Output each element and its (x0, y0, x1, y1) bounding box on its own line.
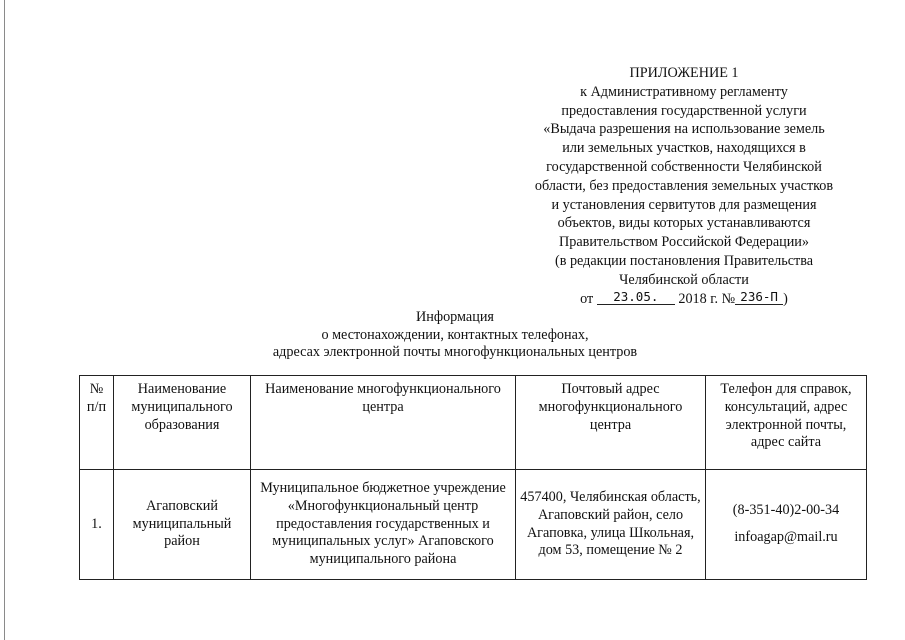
appendix-line: «Выдача разрешения на использование земель (543, 121, 825, 138)
appendix-line: или земельных участков, находящихся в (562, 140, 806, 157)
appendix-line: Челябинской области (619, 271, 749, 288)
appendix-line: предоставления государственной услуги (561, 102, 807, 119)
resolution-date: 23.05. (597, 290, 675, 305)
mfc-table (79, 375, 867, 580)
info-heading (245, 309, 665, 362)
info-title: Информация (416, 309, 494, 325)
cell-address: 457400, Челябинская область, Агаповский район, село Агаповка, улица Школьная, дом 53, помещение № 2 (516, 470, 706, 580)
appendix-title: ПРИЛОЖЕНИЕ 1 (629, 65, 739, 81)
cell-phone: (8-351-40)2-00-34 (732, 502, 840, 519)
appendix-line: объектов, виды которых устанавливаются (557, 215, 811, 232)
cell-number: 1. (80, 470, 114, 580)
appendix-line: области, без предоставления земельных участков (534, 177, 834, 194)
resolution-number: 236-П (735, 290, 783, 305)
cell-contacts (706, 470, 867, 580)
cell-municipality: Агаповский муниципальный район (114, 470, 251, 580)
header-number: № п/п (80, 376, 114, 470)
cell-email: infoagap@mail.ru (734, 529, 838, 545)
info-subtitle-line: адресах электронной почты многофункциональных центров (272, 344, 638, 361)
appendix-line: к Административному регламенту (580, 83, 788, 100)
header-address: Почтовый адрес многофункционального центра (516, 376, 706, 470)
appendix-line: и установления сервитутов для размещения (551, 196, 817, 213)
year-text: 2018 г. № (678, 290, 736, 307)
resolution-date-line (505, 290, 863, 309)
table-row (80, 470, 867, 580)
info-subtitle-line: о местонахождении, контактных телефонах, (321, 326, 589, 343)
header-municipality: Наименование муниципального образования (114, 376, 251, 470)
header-center-name: Наименование многофункционального центра (251, 376, 516, 470)
table-header-row (80, 376, 867, 470)
cell-center-name: Муниципальное бюджетное учреждение «Многофункциональный центр предоставления государственных и муниципальных услуг» Агаповского муниципального района (251, 470, 516, 580)
header-contacts: Телефон для справок, консультаций, адрес электронной почты, адрес сайта (706, 376, 867, 470)
appendix-line: (в редакции постановления Правительства (554, 252, 814, 269)
appendix-line: государственной собственности Челябинской (546, 158, 822, 175)
appendix-line: Правительством Российской Федерации» (559, 234, 809, 251)
date-prefix: от (580, 290, 594, 307)
appendix-header (505, 64, 863, 308)
closing-paren: ) (783, 290, 788, 307)
page-edge-line (4, 0, 5, 640)
